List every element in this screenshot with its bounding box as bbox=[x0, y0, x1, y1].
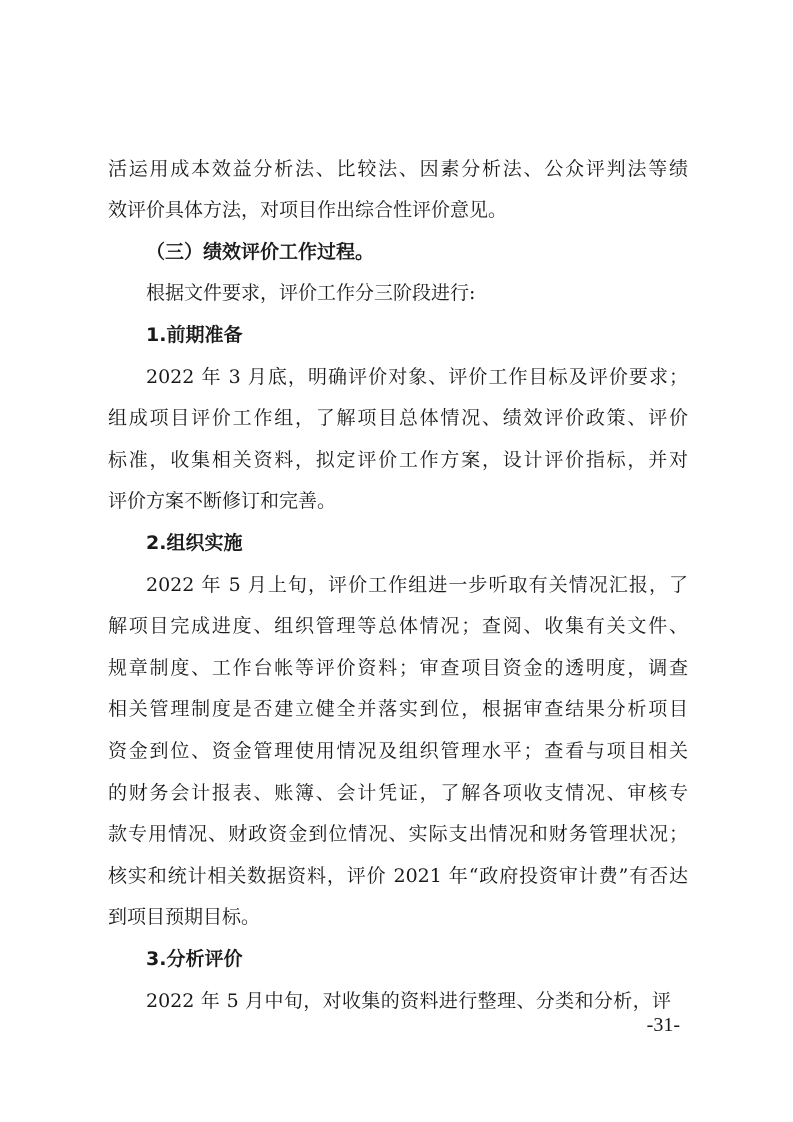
body-text-line: 规章制度、工作台帐等评价资料；审查项目资金的透明度，调查 bbox=[108, 657, 688, 679]
subsection-heading: 1.前期准备 bbox=[146, 324, 243, 346]
body-text-line: 款专用情况、财政资金到位情况、实际支出情况和财务管理状况； bbox=[108, 823, 688, 845]
body-text-line: 活运用成本效益分析法、比较法、因素分析法、公众评判法等绩 bbox=[108, 158, 688, 180]
body-text-line: 资金到位、资金管理使用情况及组织管理水平；查看与项目相关 bbox=[108, 740, 688, 762]
page-number: -31- bbox=[646, 1014, 680, 1036]
subsection-heading: 2.组织实施 bbox=[146, 532, 243, 554]
body-text-line: 2022 年 5 月中旬，对收集的资料进行整理、分类和分析，评 bbox=[146, 990, 671, 1012]
body-text-line: 2022 年 3 月底，明确评价对象、评价工作目标及评价要求； bbox=[146, 366, 688, 388]
body-text-line: 标准，收集相关资料，拟定评价工作方案，设计评价指标，并对 bbox=[108, 449, 688, 471]
body-text-line: 核实和统计相关数据资料，评价 2021 年“政府投资审计费”有否达 bbox=[108, 865, 688, 887]
body-text-line: 到项目预期目标。 bbox=[108, 906, 261, 928]
body-text-line: 相关管理制度是否建立健全并落实到位，根据审查结果分析项目 bbox=[108, 698, 688, 720]
body-text-line: 评价方案不断修订和完善。 bbox=[108, 490, 337, 512]
body-text-line: 根据文件要求，评价工作分三阶段进行: bbox=[146, 282, 476, 304]
body-text-line: 效评价具体方法，对项目作出综合性评价意见。 bbox=[108, 199, 508, 221]
section-heading: （三）绩效评价工作过程。 bbox=[146, 241, 375, 263]
subsection-heading: 3.分析评价 bbox=[146, 948, 243, 970]
body-text-line: 2022 年 5 月上旬，评价工作组进一步听取有关情况汇报，了 bbox=[146, 574, 688, 596]
body-text-line: 的财务会计报表、账簿、会计凭证，了解各项收支情况、审核专 bbox=[108, 782, 688, 804]
body-text-line: 组成项目评价工作组，了解项目总体情况、绩效评价政策、评价 bbox=[108, 407, 688, 429]
body-text-line: 解项目完成进度、组织管理等总体情况；查阅、收集有关文件、 bbox=[108, 615, 688, 637]
